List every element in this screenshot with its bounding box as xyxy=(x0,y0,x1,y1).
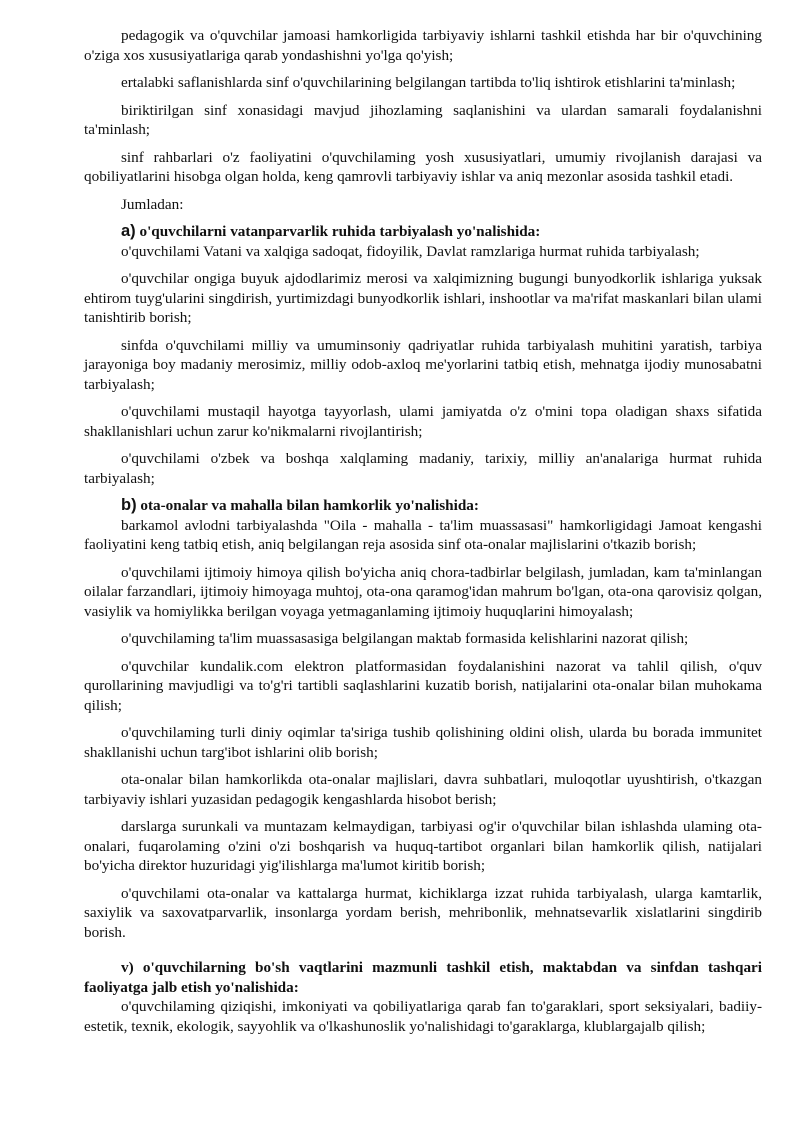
section-a-letter: a) xyxy=(121,222,136,240)
section-a-title: o'quvchilarni vatanparvarlik ruhida tarbiyalash yo'nalishida: xyxy=(139,223,541,240)
intro-paragraph-4: sinf rahbarlari o'z faoliyatini o'quvchilaming yosh xususiyatlari, umumiy rivojlanish darajasi va qobiliyatlarini hisobga olgan holda, keng qamrovli tarbiyaviy ishlar va aniq mezonlar asosida tashkil etadi. xyxy=(84,148,762,185)
section-b-paragraph: barkamol avlodni tarbiyalashda "Oila - mahalla - ta'lim muassasasi" hamkorligidagi Jamoat kengashi faoliyatini keng tatbiq etish, aniq belgilangan reja asosida sinf ota-onalar majlislarini o'tkazib borish; xyxy=(84,516,762,553)
section-b-letter: b) xyxy=(121,496,137,514)
intro-jumladan: Jumladan: xyxy=(121,195,184,213)
section-b-paragraph: o'quvchilar kundalik.com elektron platformasidan foydalanishini nazorat va tahlil qilish, o'quv qurollarining mavjudligi va to'g'ri tartibli saqlashlarini kuzatib borish, natijalarini ota-onalar bilan muhokama qilish; xyxy=(84,657,762,714)
intro-paragraph-3: biriktirilgan sinf xonasidagi mavjud jihozlaming saqlanishini va ulardan samarali foydalanishni ta'minlash; xyxy=(84,101,762,138)
section-b-paragraph: o'quvchilaming ta'lim muassasasiga belgilangan maktab formasida kelishlarini nazorat qilish; xyxy=(121,630,689,647)
section-b-paragraph: ota-onalar bilan hamkorlikda ota-onalar majlislari, davra suhbatlari, muloqotlar uyushtirish, o'tkazgan tarbiyaviy ishlari yuzasidan pedagogik kengashlarda hisobot berish; xyxy=(84,771,762,808)
section-v-paragraph: o'quvchilaming qiziqishi, imkoniyati va qobiliyatlariga qarab fan to'garaklari, sport seksiyalari, badiiy-estetik, texnik, ekologik, sayyohlik va o'lkashunoslik yo'nalishidagi to'garaklarga, klublargajalb qilish; xyxy=(84,998,762,1035)
intro-paragraph-1: pedagogik va o'quvchilar jamoasi hamkorligida tarbiyaviy ishlarni tashkil etishda har bir o'quvchining o'ziga xos xususiyatlariga qarab yondashishni yo'lga qo'yish; xyxy=(84,27,762,64)
section-b-paragraph: darslarga surunkali va muntazam kelmaydigan, tarbiyasi og'ir o'quvchilar bilan ishlashda ulaming ota-onalari, fuqarolaming o'zini o'zi boshqarish va huquq-tartibot organlari bilan hamkorlik qilish, natijalari bo'yicha direktor huzuridagi yig'ilishlarga ma'lumot kiritib borish; xyxy=(84,818,762,874)
section-a-paragraph: o'quvchilami Vatani va xalqiga sadoqat, fidoyilik, Davlat ramzlariga hurmat ruhida tarbiyalash; xyxy=(121,242,700,260)
section-a-paragraph: o'quvchilami o'zbek va boshqa xalqlaming madaniy, tarixiy, milliy an'analariga hurmat ruhida tarbiyalash; xyxy=(84,450,762,487)
section-b-title: ota-onalar va mahalla bilan hamkorlik yo'nalishida: xyxy=(140,497,479,514)
section-a-paragraph: o'quvchilami mustaqil hayotga tayyorlash, ulami jamiyatda o'z o'mini topa oladigan shaxs sifatida shakllanishlari uchun zarur ko'nikmalarni rivojlantirish; xyxy=(84,403,762,440)
section-a-paragraph: o'quvchilar ongiga buyuk ajdodlarimiz merosi va xalqimizning bugungi bunyodkorlik ishlariga yuksak ehtirom tuyg'ularini singdirish, yurtimizdagi bunyodkorlik ishlari, inshootlar va ma'rifat maskanlari bilan ulami tanishtirib borish; xyxy=(84,270,762,326)
section-v-heading: v) o'quvchilarning bo'sh vaqtlarini mazmunli tashkil etish, maktabdan va sinfdan tashqari faoliyatga jalb etish yo'nalishida: xyxy=(84,959,762,996)
section-b-paragraph: o'quvchilami ijtimoiy himoya qilish bo'yicha aniq chora-tadbirlar belgilash, jumladan, kam ta'minlangan oilalar farzandlari, ijtimoiy himoyaga muhtoj, ota-ona qaramog'idan mahrum bo'lgan, ota-ona qarovisiz qolgan, vasiylik va homiylikka berilgan voyaga yetmaganlaming ijtimoiy huquqlarini himoyalash; xyxy=(84,563,762,620)
section-a-heading xyxy=(84,222,762,242)
section-b-paragraph: o'quvchilaming turli diniy oqimlar ta'siriga tushib qolishining oldini olish, ularda bu borada immunitet shakllanishi uchun targ'ibot ishlarini olib borish; xyxy=(84,724,762,761)
section-a-paragraph: sinfda o'quvchilami milliy va umuminsoniy qadriyatlar ruhida tarbiyalash muhitini yaratish, tarbiya jarayoniga boy madaniy merosimiz, milliy odob-axloq me'yorlarini tatbiq etish, mehnatga ijodiy munosabatni tarbiyalash; xyxy=(84,336,762,393)
intro-paragraph-2: ertalabki saflanishlarda sinf o'quvchilarining belgilangan tartibda to'liq ishtirok etishlarini ta'minlash; xyxy=(121,74,736,91)
section-b-heading xyxy=(84,496,762,516)
section-b-paragraph: o'quvchilami ota-onalar va kattalarga hurmat, kichiklarga izzat ruhida tarbiyalash, ularga kamtarlik, saxiylik va saxovatparvarlik, insonlarga yordam berish, mehribonlik, mehnatsevarlik xislatlarini singdirib borish. xyxy=(84,884,762,941)
